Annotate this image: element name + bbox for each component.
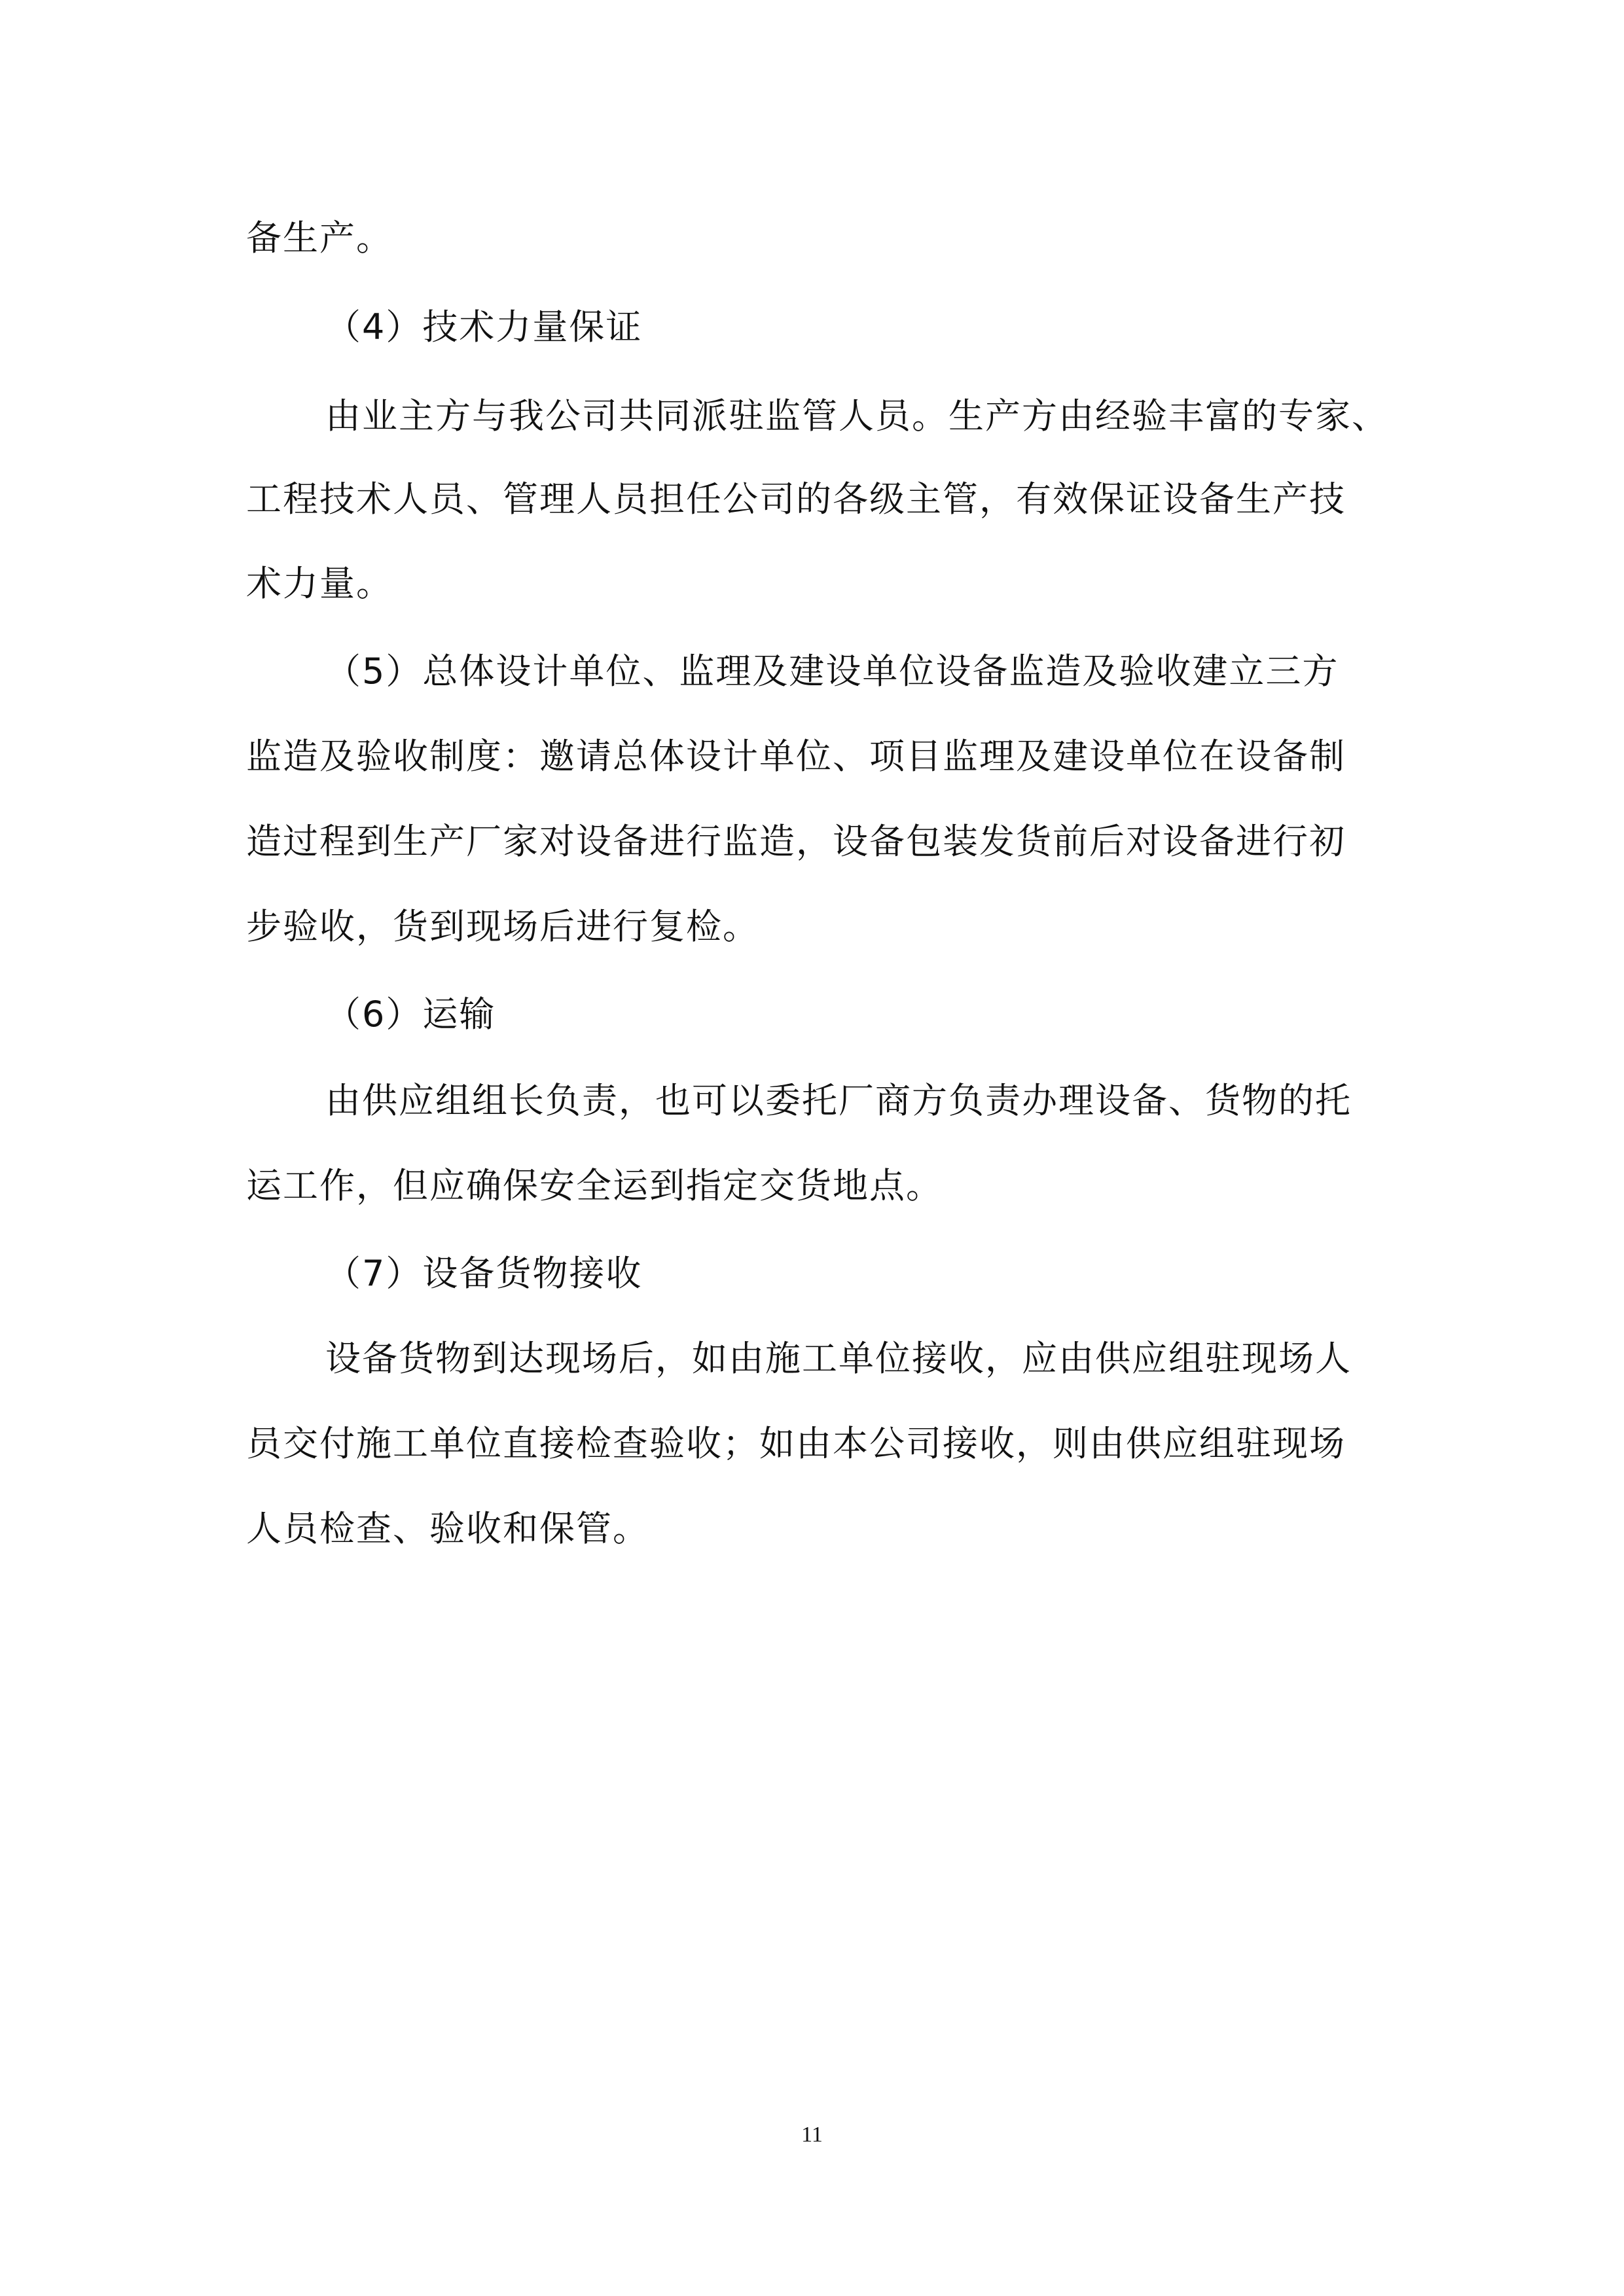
- paragraph-line: 运工作，但应确保安全运到指定交货地点。: [246, 1165, 943, 1206]
- paragraph-line: 监造及验收制度：邀请总体设计单位、项目监理及建设单位在设备制: [246, 736, 1346, 777]
- paragraph-line: 人员检查、验收和保管。: [246, 1508, 649, 1549]
- paragraph-line: 步验收，货到现场后进行复检。: [246, 906, 759, 947]
- paragraph-line: 由业主方与我公司共同派驻监管人员。生产方由经验丰富的专家、: [325, 395, 1388, 437]
- paragraph-line: 工程技术人员、管理人员担任公司的各级主管，有效保证设备生产技: [246, 478, 1346, 520]
- paragraph-continuation-line: 备生产。: [246, 217, 393, 259]
- section-heading-5: （5）总体设计单位、监理及建设单位设备监造及验收建立三方: [325, 651, 1339, 692]
- paragraph-line: 员交付施工单位直接检查验收；如由本公司接收，则由供应组驻现场: [246, 1423, 1346, 1464]
- section-heading-6: （6）运输: [325, 994, 496, 1035]
- paragraph-line: 设备货物到达现场后，如由施工单位接收，应由供应组驻现场人: [325, 1338, 1352, 1379]
- paragraph-line: 造过程到生产厂家对设备进行监造，设备包装发货前后对设备进行初: [246, 821, 1346, 862]
- section-heading-4: （4）技术力量保证: [325, 306, 643, 348]
- section-heading-7: （7）设备货物接收: [325, 1253, 643, 1294]
- paragraph-line: 术力量。: [246, 563, 393, 604]
- paragraph-line: 由供应组组长负责，也可以委托厂商方负责办理设备、货物的托: [325, 1080, 1352, 1121]
- page-number: 11: [801, 2123, 823, 2147]
